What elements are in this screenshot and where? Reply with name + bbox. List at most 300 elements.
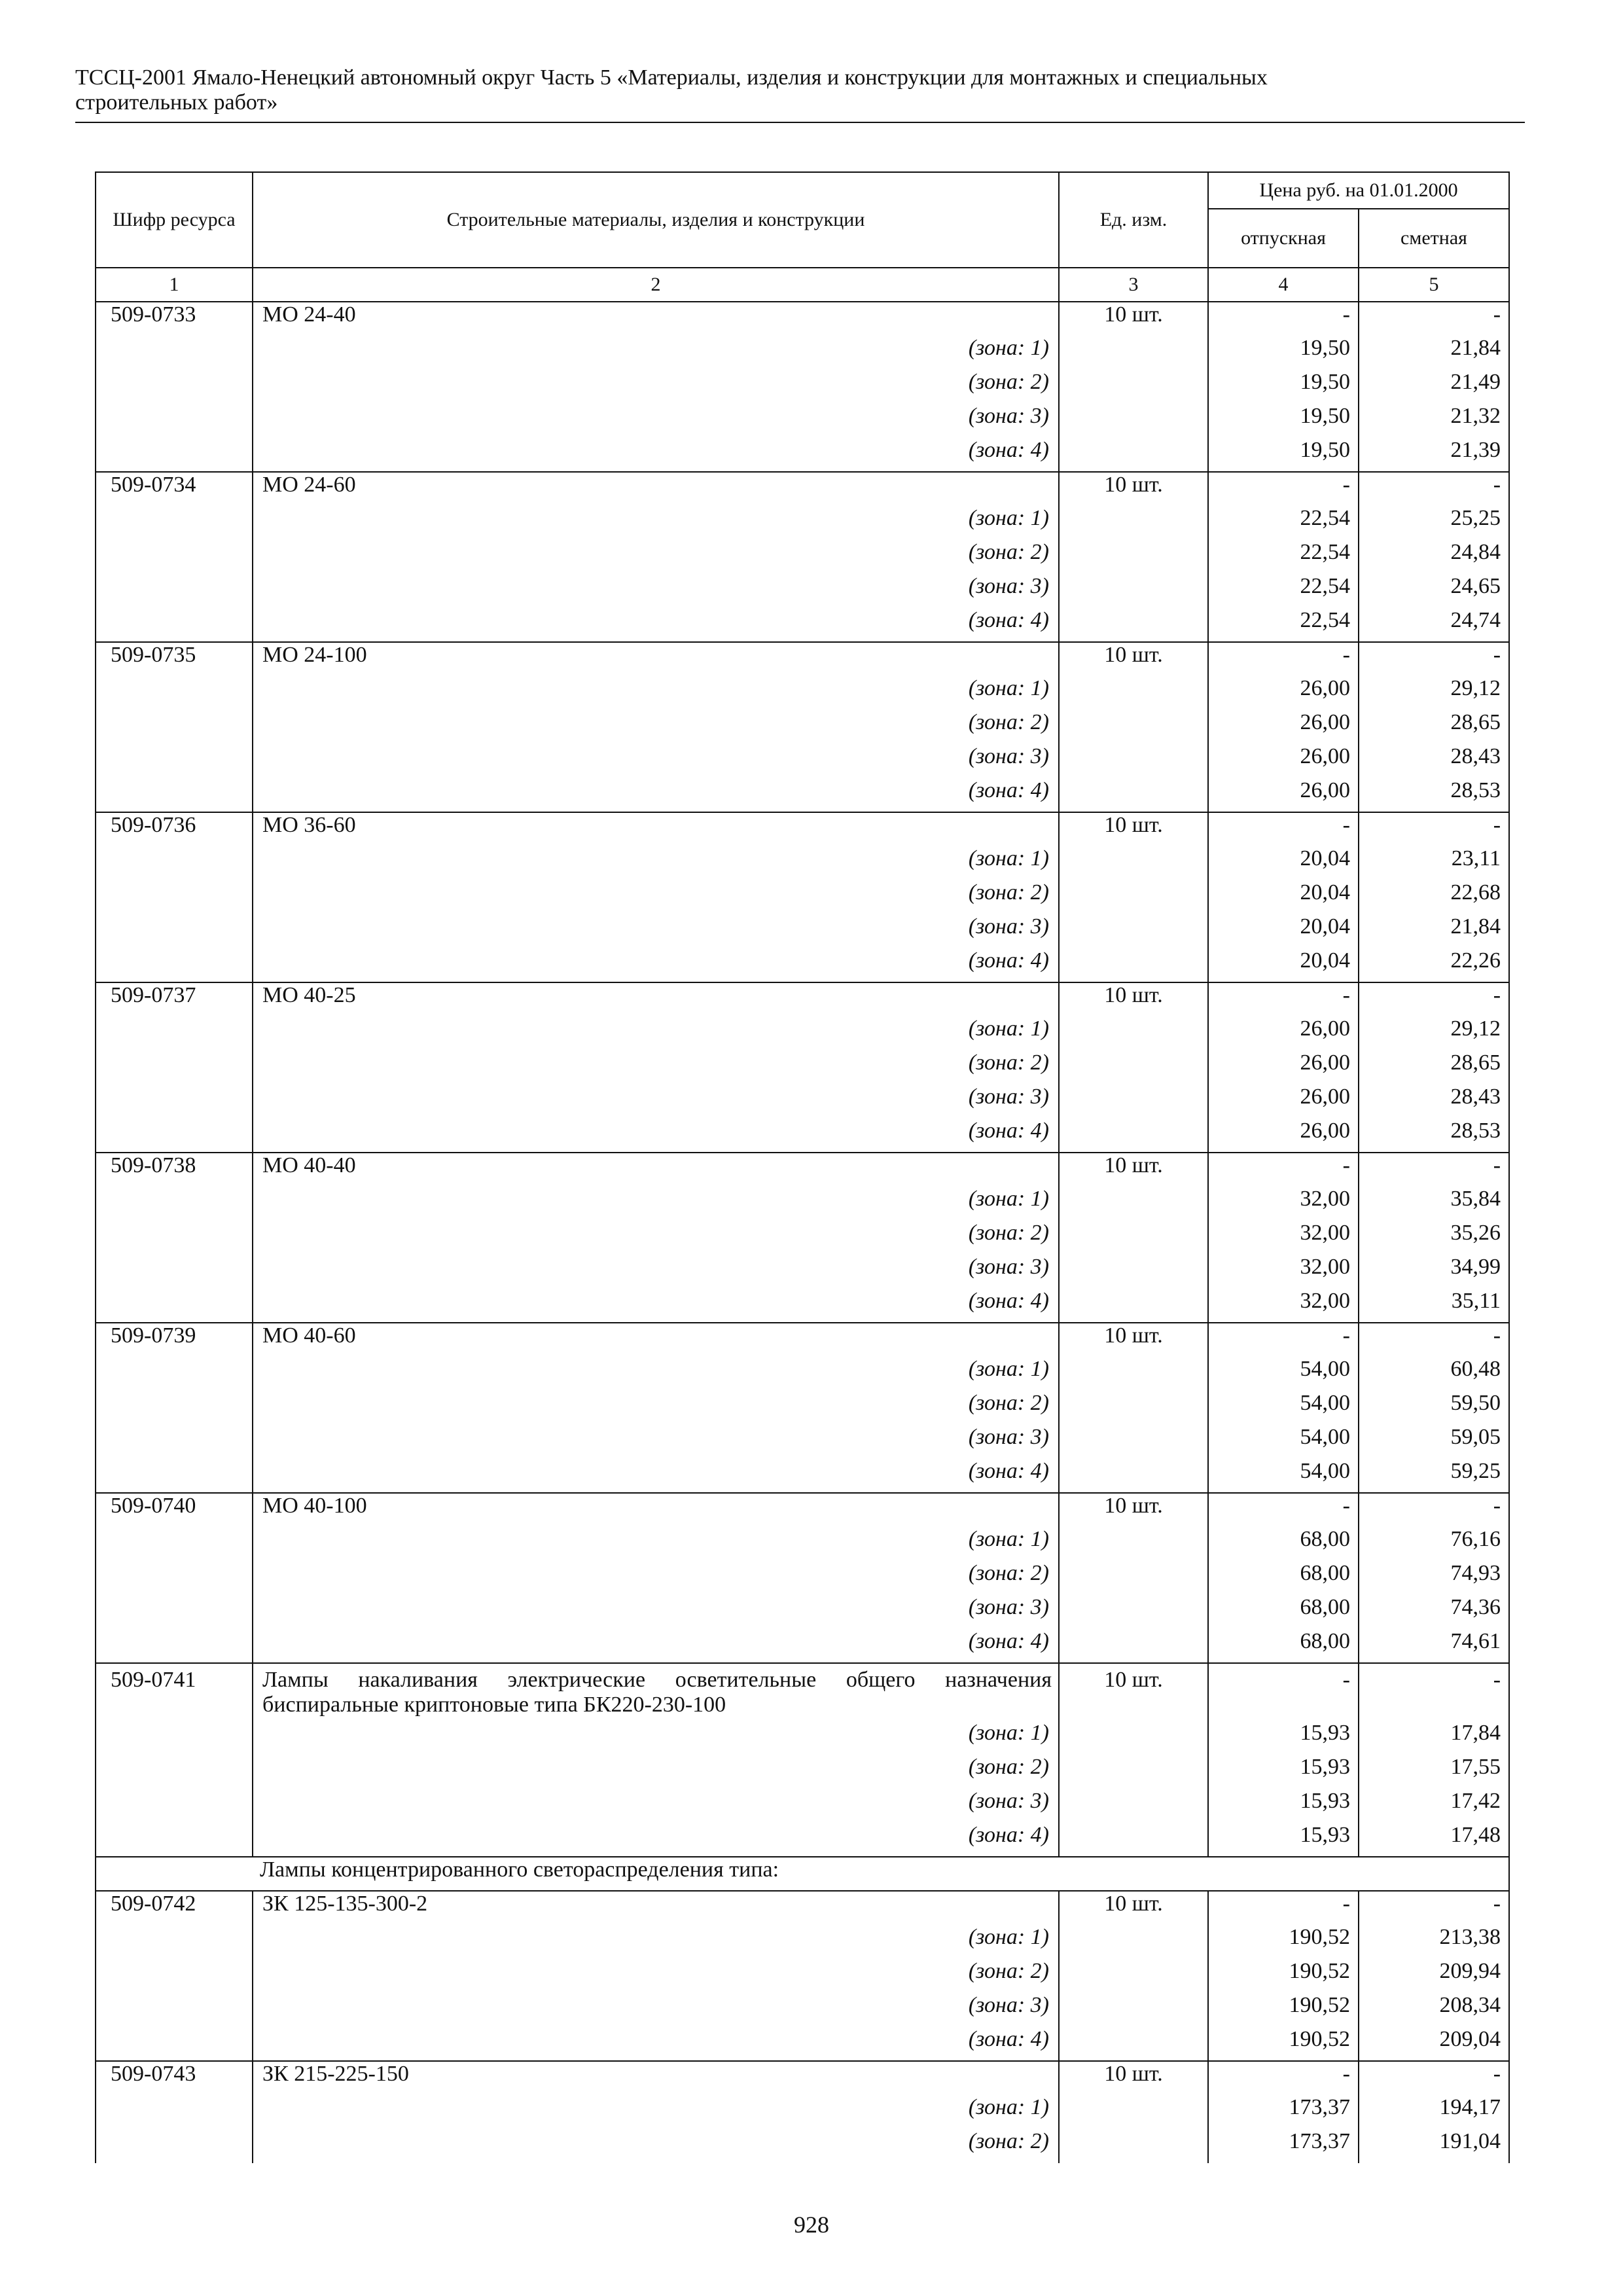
zone-label: (зона: 3) [253,1789,1059,1823]
estimate-price: 28,65 [1359,1050,1509,1085]
estimate-price: - [1359,642,1509,676]
zone-label: (зона: 1) [253,1527,1059,1561]
unit-cell: 10 шт. [1059,1153,1208,1187]
unit-cell-empty [1059,710,1208,744]
release-price: 19,50 [1208,438,1359,472]
table-row-item [96,1493,1509,1527]
release-price: 32,00 [1208,1187,1359,1221]
header-rule [75,122,1525,123]
zone-label: (зона: 3) [253,914,1059,948]
zone-label: (зона: 4) [253,438,1059,472]
zone-label: (зона: 1) [253,1925,1059,1959]
release-price: 54,00 [1208,1391,1359,1425]
estimate-price: 60,48 [1359,1357,1509,1391]
resource-code-empty [96,1561,253,1595]
resource-code-empty [96,744,253,778]
release-price: 68,00 [1208,1629,1359,1663]
release-price: 32,00 [1208,1289,1359,1323]
estimate-price: 208,34 [1359,1993,1509,2027]
table-row-zone [96,1289,1509,1323]
resource-code-empty [96,1085,253,1119]
unit-cell-empty [1059,1016,1208,1050]
table-row-zone [96,2027,1509,2061]
resource-code-empty [96,1595,253,1629]
table-row-zone [96,1629,1509,1663]
release-price: 26,00 [1208,710,1359,744]
estimate-price: - [1359,1323,1509,1357]
zone-label: (зона: 4) [253,778,1059,812]
resource-code-empty [96,1629,253,1663]
release-price: 15,93 [1208,1755,1359,1789]
zone-label: (зона: 2) [253,1050,1059,1085]
resource-code-empty [96,506,253,540]
unit-cell-empty [1059,1993,1208,2027]
release-price: 190,52 [1208,1993,1359,2027]
table-row-zone [96,1391,1509,1425]
release-price: 32,00 [1208,1221,1359,1255]
unit-cell-empty [1059,1459,1208,1493]
unit-cell-empty [1059,506,1208,540]
table-row-zone [96,846,1509,880]
table-row-zone [96,1357,1509,1391]
release-price: 19,50 [1208,336,1359,370]
table-row-section [96,1857,1509,1891]
zone-label: (зона: 3) [253,1595,1059,1629]
resource-code-empty [96,1789,253,1823]
resource-code-empty [96,1119,253,1153]
unit-cell-empty [1059,1289,1208,1323]
table-row-zone [96,506,1509,540]
resource-code-empty [96,1425,253,1459]
table-row-zone [96,574,1509,608]
table-row-zone [96,1993,1509,2027]
table-body [96,302,1509,2163]
table-row-zone [96,336,1509,370]
release-price: 22,54 [1208,608,1359,642]
release-price: 68,00 [1208,1561,1359,1595]
table-row-zone [96,1085,1509,1119]
release-price: 32,00 [1208,1255,1359,1289]
unit-cell-empty [1059,1721,1208,1755]
resource-name: МО 40-60 [253,1323,1059,1357]
unit-cell: 10 шт. [1059,1891,1208,1925]
table-row-item [96,472,1509,506]
release-price: - [1208,1153,1359,1187]
table-row-zone [96,1595,1509,1629]
resource-code-empty [96,1221,253,1255]
unit-cell-empty [1059,744,1208,778]
resource-code: 509-0733 [96,302,253,336]
estimate-price: 74,93 [1359,1561,1509,1595]
resource-code: 509-0739 [96,1323,253,1357]
table-row-zone [96,1925,1509,1959]
estimate-price: 209,04 [1359,2027,1509,2061]
estimate-price: 34,99 [1359,1255,1509,1289]
resource-code-empty [96,2129,253,2163]
release-price: 26,00 [1208,1119,1359,1153]
zone-label: (зона: 2) [253,540,1059,574]
release-price: 26,00 [1208,1085,1359,1119]
unit-cell-empty [1059,778,1208,812]
resource-name: МО 24-40 [253,302,1059,336]
resource-code-empty [96,710,253,744]
unit-cell: 10 шт. [1059,2061,1208,2095]
zone-label: (зона: 4) [253,2027,1059,2061]
unit-cell-empty [1059,1391,1208,1425]
resource-code-empty [96,778,253,812]
zone-label: (зона: 1) [253,1016,1059,1050]
estimate-price: 17,48 [1359,1823,1509,1857]
release-price: 68,00 [1208,1527,1359,1561]
release-price: 22,54 [1208,540,1359,574]
unit-cell-empty [1059,540,1208,574]
unit-cell-empty [1059,2095,1208,2129]
table-row-zone [96,880,1509,914]
estimate-price: 24,74 [1359,608,1509,642]
zone-label: (зона: 3) [253,404,1059,438]
estimate-price: 29,12 [1359,1016,1509,1050]
release-price: 173,37 [1208,2129,1359,2163]
zone-label: (зона: 3) [253,1425,1059,1459]
estimate-price: 28,53 [1359,778,1509,812]
unit-cell: 10 шт. [1059,1493,1208,1527]
estimate-price: 59,50 [1359,1391,1509,1425]
resource-name: МО 24-100 [253,642,1059,676]
resource-code: 509-0738 [96,1153,253,1187]
table-row-zone [96,540,1509,574]
table-row-zone [96,778,1509,812]
estimate-price: 22,26 [1359,948,1509,982]
unit-cell-empty [1059,1357,1208,1391]
resource-code-empty [96,1993,253,2027]
release-price: - [1208,812,1359,846]
estimate-price: - [1359,1663,1509,1721]
resource-code-empty [96,574,253,608]
release-price: 20,04 [1208,914,1359,948]
zone-label: (зона: 1) [253,336,1059,370]
estimate-price: - [1359,982,1509,1016]
unit-cell-empty [1059,1187,1208,1221]
resource-code-empty [96,676,253,710]
estimate-price: - [1359,2061,1509,2095]
release-price: 54,00 [1208,1425,1359,1459]
table-row-zone [96,1561,1509,1595]
unit-cell-empty [1059,1221,1208,1255]
zone-label: (зона: 2) [253,370,1059,404]
zone-label: (зона: 1) [253,676,1059,710]
estimate-price: 22,68 [1359,880,1509,914]
release-price: 190,52 [1208,1959,1359,1993]
estimate-price: - [1359,1891,1509,1925]
resource-code-empty [96,1823,253,1857]
zone-label: (зона: 2) [253,1959,1059,1993]
estimate-price: - [1359,1153,1509,1187]
estimate-price: 23,11 [1359,846,1509,880]
release-price: - [1208,302,1359,336]
estimate-price: 29,12 [1359,676,1509,710]
estimate-price: 74,36 [1359,1595,1509,1629]
unit-cell-empty [1059,880,1208,914]
zone-label: (зона: 3) [253,1085,1059,1119]
table-row-item [96,1891,1509,1925]
table-row-item [96,1323,1509,1357]
release-price: - [1208,1891,1359,1925]
release-price: 190,52 [1208,1925,1359,1959]
table-row-zone [96,1016,1509,1050]
zone-label: (зона: 2) [253,1391,1059,1425]
section-title: Лампы концентрированного светораспределения типа: [96,1857,1509,1891]
resource-code-empty [96,880,253,914]
table-row-item [96,642,1509,676]
release-price: 68,00 [1208,1595,1359,1629]
estimate-price: 35,26 [1359,1221,1509,1255]
release-price: 15,93 [1208,1721,1359,1755]
estimate-price: - [1359,1493,1509,1527]
resource-code-empty [96,1721,253,1755]
estimate-price: 28,43 [1359,1085,1509,1119]
resource-code-empty [96,1255,253,1289]
column-number: 4 [1208,268,1359,302]
header-title-line2: строительных работ» [75,90,278,115]
unit-cell-empty [1059,574,1208,608]
table-row-zone [96,1959,1509,1993]
zone-label: (зона: 2) [253,880,1059,914]
estimate-price: 209,94 [1359,1959,1509,1993]
table-row-zone [96,710,1509,744]
resource-name: ЗК 125-135-300-2 [253,1891,1059,1925]
release-price: 26,00 [1208,1050,1359,1085]
resource-name: МО 36-60 [253,812,1059,846]
unit-cell: 10 шт. [1059,472,1208,506]
unit-cell-empty [1059,370,1208,404]
estimate-price: 25,25 [1359,506,1509,540]
unit-cell-empty [1059,1789,1208,1823]
resource-name: МО 40-25 [253,982,1059,1016]
zone-label: (зона: 3) [253,744,1059,778]
estimate-price: 21,32 [1359,404,1509,438]
release-price: - [1208,472,1359,506]
unit-cell-empty [1059,846,1208,880]
table-row-item [96,812,1509,846]
unit-cell: 10 шт. [1059,1663,1208,1721]
resource-name: МО 40-40 [253,1153,1059,1187]
release-price: 19,50 [1208,404,1359,438]
table-row-zone [96,1789,1509,1823]
resource-code-empty [96,404,253,438]
unit-cell: 10 шт. [1059,302,1208,336]
resource-code-empty [96,1527,253,1561]
release-price: 190,52 [1208,2027,1359,2061]
estimate-price: 35,84 [1359,1187,1509,1221]
unit-cell-empty [1059,1959,1208,1993]
resource-code: 509-0734 [96,472,253,506]
zone-label: (зона: 3) [253,1255,1059,1289]
unit-cell-empty [1059,336,1208,370]
release-price: 19,50 [1208,370,1359,404]
release-price: 15,93 [1208,1823,1359,1857]
zone-label: (зона: 1) [253,1187,1059,1221]
resource-code: 509-0742 [96,1891,253,1925]
unit-cell-empty [1059,1425,1208,1459]
table-row-item [96,1153,1509,1187]
estimate-price: 21,49 [1359,370,1509,404]
resource-code: 509-0735 [96,642,253,676]
unit-cell-empty [1059,1561,1208,1595]
estimate-price: 213,38 [1359,1925,1509,1959]
unit-cell: 10 шт. [1059,1323,1208,1357]
unit-cell-empty [1059,404,1208,438]
release-price: 26,00 [1208,778,1359,812]
estimate-price: 76,16 [1359,1527,1509,1561]
unit-cell-empty [1059,1085,1208,1119]
unit-cell-empty [1059,948,1208,982]
header-price-group: Цена руб. на 01.01.2000 [1208,172,1509,209]
zone-label: (зона: 2) [253,1755,1059,1789]
release-price: - [1208,982,1359,1016]
release-price: 20,04 [1208,948,1359,982]
zone-label: (зона: 4) [253,948,1059,982]
table-row-zone [96,744,1509,778]
estimate-price: 28,65 [1359,710,1509,744]
unit-cell: 10 шт. [1059,812,1208,846]
release-price: - [1208,1323,1359,1357]
resource-code: 509-0743 [96,2061,253,2095]
table-row-zone [96,1823,1509,1857]
table-row-zone [96,1221,1509,1255]
zone-label: (зона: 1) [253,1721,1059,1755]
header-release-price: отпускная [1208,209,1359,268]
unit-cell-empty [1059,676,1208,710]
zone-label: (зона: 4) [253,1823,1059,1857]
estimate-price: 21,39 [1359,438,1509,472]
table-row-zone [96,404,1509,438]
zone-label: (зона: 2) [253,1221,1059,1255]
table-row-zone [96,1119,1509,1153]
resource-code-empty [96,2027,253,2061]
resource-code: 509-0736 [96,812,253,846]
page-number: 928 [794,2212,829,2238]
release-price: 20,04 [1208,846,1359,880]
unit-cell-empty [1059,1629,1208,1663]
unit-cell-empty [1059,1823,1208,1857]
resource-code-empty [96,336,253,370]
resource-code-empty [96,608,253,642]
header-title-line1: ТССЦ-2001 Ямало-Ненецкий автономный округ Часть 5 «Материалы, изделия и конструкции для монтажных и специальных [75,65,1268,90]
header-name: Строительные материалы, изделия и конструкции [253,172,1059,268]
resource-code-empty [96,1925,253,1959]
resource-code: 509-0737 [96,982,253,1016]
estimate-price: 21,84 [1359,914,1509,948]
resource-code-empty [96,370,253,404]
resource-code-empty [96,1755,253,1789]
unit-cell-empty [1059,914,1208,948]
header-estimate-price: сметная [1359,209,1509,268]
table-row-zone [96,1721,1509,1755]
estimate-price: 24,84 [1359,540,1509,574]
resource-code-empty [96,1391,253,1425]
unit-cell-empty [1059,1595,1208,1629]
unit-cell: 10 шт. [1059,982,1208,1016]
resource-code-empty [96,2095,253,2129]
table-row-zone [96,370,1509,404]
estimate-price: 17,84 [1359,1721,1509,1755]
release-price: 26,00 [1208,676,1359,710]
unit-cell-empty [1059,608,1208,642]
resource-code-empty [96,1357,253,1391]
zone-label: (зона: 3) [253,1993,1059,2027]
estimate-price: 59,25 [1359,1459,1509,1493]
estimate-price: 194,17 [1359,2095,1509,2129]
zone-label: (зона: 2) [253,2129,1059,2163]
table-row-zone [96,1050,1509,1085]
estimate-price: 17,55 [1359,1755,1509,1789]
release-price: 26,00 [1208,744,1359,778]
release-price: 22,54 [1208,506,1359,540]
resource-name: Лампы накаливания электрические осветительные общего назначения биспиральные криптоновые типа БК220-230-100 [253,1663,1059,1721]
zone-label: (зона: 3) [253,574,1059,608]
zone-label: (зона: 4) [253,1289,1059,1323]
resource-code: 509-0740 [96,1493,253,1527]
table-row-item [96,982,1509,1016]
page-header [75,65,1525,115]
header-code: Шифр ресурса [96,172,253,268]
table-row-zone [96,2129,1509,2163]
header-unit: Ед. изм. [1059,172,1208,268]
estimate-price: 28,43 [1359,744,1509,778]
release-price: 54,00 [1208,1357,1359,1391]
unit-cell-empty [1059,1755,1208,1789]
column-number: 5 [1359,268,1509,302]
estimate-price: 17,42 [1359,1789,1509,1823]
estimate-price: - [1359,302,1509,336]
resource-code-empty [96,1289,253,1323]
price-table [95,171,1510,2163]
unit-cell-empty [1059,2027,1208,2061]
estimate-price: 59,05 [1359,1425,1509,1459]
zone-label: (зона: 1) [253,846,1059,880]
table-row-zone [96,1425,1509,1459]
unit-cell: 10 шт. [1059,642,1208,676]
release-price: - [1208,2061,1359,2095]
resource-name: МО 24-60 [253,472,1059,506]
resource-code-empty [96,1050,253,1085]
zone-label: (зона: 4) [253,1119,1059,1153]
estimate-price: 74,61 [1359,1629,1509,1663]
resource-name: ЗК 215-225-150 [253,2061,1059,2095]
zone-label: (зона: 4) [253,1629,1059,1663]
table-row-zone [96,1527,1509,1561]
unit-cell-empty [1059,1050,1208,1085]
unit-cell-empty [1059,1925,1208,1959]
estimate-price: 191,04 [1359,2129,1509,2163]
estimate-price: 28,53 [1359,1119,1509,1153]
table-row-zone [96,1755,1509,1789]
resource-name: МО 40-100 [253,1493,1059,1527]
release-price: 26,00 [1208,1016,1359,1050]
unit-cell-empty [1059,1255,1208,1289]
table-row-zone [96,2095,1509,2129]
zone-label: (зона: 1) [253,506,1059,540]
estimate-price: 35,11 [1359,1289,1509,1323]
column-number: 3 [1059,268,1208,302]
zone-label: (зона: 2) [253,1561,1059,1595]
column-number: 1 [96,268,253,302]
resource-code-empty [96,1959,253,1993]
release-price: 22,54 [1208,574,1359,608]
zone-label: (зона: 4) [253,1459,1059,1493]
estimate-price: 24,65 [1359,574,1509,608]
release-price: 173,37 [1208,2095,1359,2129]
